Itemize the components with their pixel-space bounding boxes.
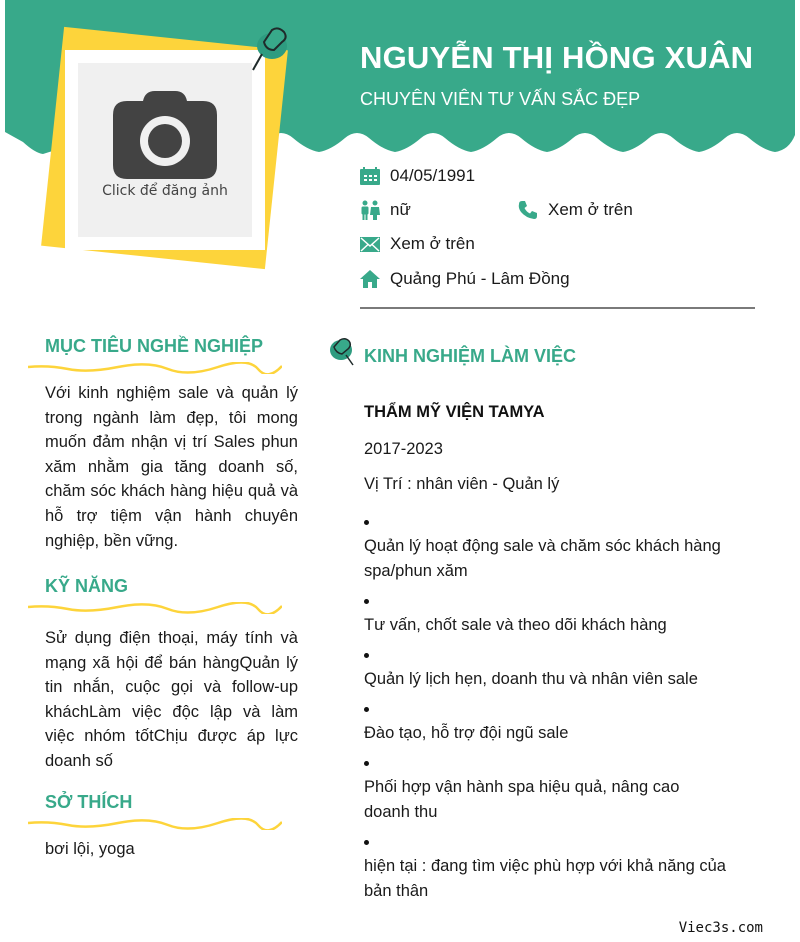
bullet-icon	[364, 697, 754, 721]
company-name: THẨM MỸ VIỆN TAMYA	[364, 403, 545, 421]
gender-icon	[360, 200, 380, 220]
bullet-icon	[364, 751, 754, 775]
skills-title: KỸ NĂNG	[45, 576, 129, 596]
contact-address	[360, 269, 570, 289]
hobbies-title: SỞ THÍCH	[45, 792, 133, 812]
wavy-underline	[28, 602, 282, 614]
bullet-icon	[364, 510, 754, 534]
calendar-icon	[360, 166, 380, 186]
bullet-icon	[364, 830, 754, 854]
duty-item: Phối hợp vận hành spa hiệu quả, nâng cao doanh thu	[364, 751, 754, 825]
camera-icon	[113, 89, 217, 179]
duty-item: Quản lý lịch hẹn, doanh thu và nhân viên sale	[364, 643, 754, 692]
phone-value: Xem ở trên	[548, 200, 633, 219]
bullet-icon	[364, 589, 754, 613]
candidate-name: NGUYỄN THỊ HỒNG XUÂN	[360, 40, 754, 75]
bullet-icon	[364, 643, 754, 667]
objective-title: MỤC TIÊU NGHỀ NGHIỆP	[45, 336, 264, 356]
experience-title: KINH NGHIỆM LÀM VIỆC	[364, 346, 577, 366]
photo-caption: Click để đăng ảnh	[102, 183, 228, 199]
wavy-underline	[28, 818, 282, 830]
contact-email	[360, 234, 475, 254]
duty-item: hiện tại : đang tìm việc phù hợp với khả năng của bản thân	[364, 830, 754, 904]
hobbies-text: bơi lội, yoga	[45, 840, 135, 858]
gender-value: nữ	[390, 200, 411, 219]
contact-phone	[518, 200, 633, 220]
duty-item: Tư vấn, chốt sale và theo dõi khách hàng	[364, 589, 754, 638]
work-position: Vị Trí : nhân viên - Quản lý	[364, 475, 560, 493]
job-title: CHUYÊN VIÊN TƯ VẤN SẮC ĐẸP	[360, 89, 641, 109]
birthday-value: 04/05/1991	[390, 166, 476, 185]
duties-list	[364, 510, 754, 909]
upload-photo-button[interactable]	[78, 63, 252, 237]
home-icon	[360, 269, 380, 289]
watermark: Viec3s.com	[678, 920, 763, 936]
wavy-underline	[28, 362, 282, 374]
duty-item: Đào tạo, hỗ trợ đội ngũ sale	[364, 697, 754, 746]
address-value: Quảng Phú - Lâm Đồng	[390, 269, 570, 288]
contact-divider	[360, 307, 755, 309]
pushpin-icon	[248, 24, 292, 72]
objective-text: Với kinh nghiệm sale và quản lý trong ngành làm đẹp, tôi mong muốn đảm nhận vị trí Sales phun xăm nhằm gia tăng doanh số, chăm sóc khách hàng hiệu quả và hỗ trợ tiệm vận hành chuyên nghiệp, bền vững.	[45, 384, 298, 550]
contact-gender	[360, 200, 411, 220]
work-period: 2017-2023	[364, 440, 443, 458]
contact-birthday	[360, 166, 475, 186]
pushpin-icon	[328, 337, 356, 367]
envelope-icon	[360, 234, 380, 254]
phone-icon	[518, 200, 538, 220]
skills-text: Sử dụng điện thoại, máy tính và mạng xã hội để bán hàngQuản lý tin nhắn, cuộc gọi và follow-up kháchLàm việc độc lập và làm việc nhóm tốtChịu được áp lực doanh số	[45, 629, 298, 770]
email-value: Xem ở trên	[390, 234, 475, 253]
duty-item: Quản lý hoạt động sale và chăm sóc khách hàng spa/phun xăm	[364, 510, 754, 584]
photo-frame	[65, 50, 265, 250]
